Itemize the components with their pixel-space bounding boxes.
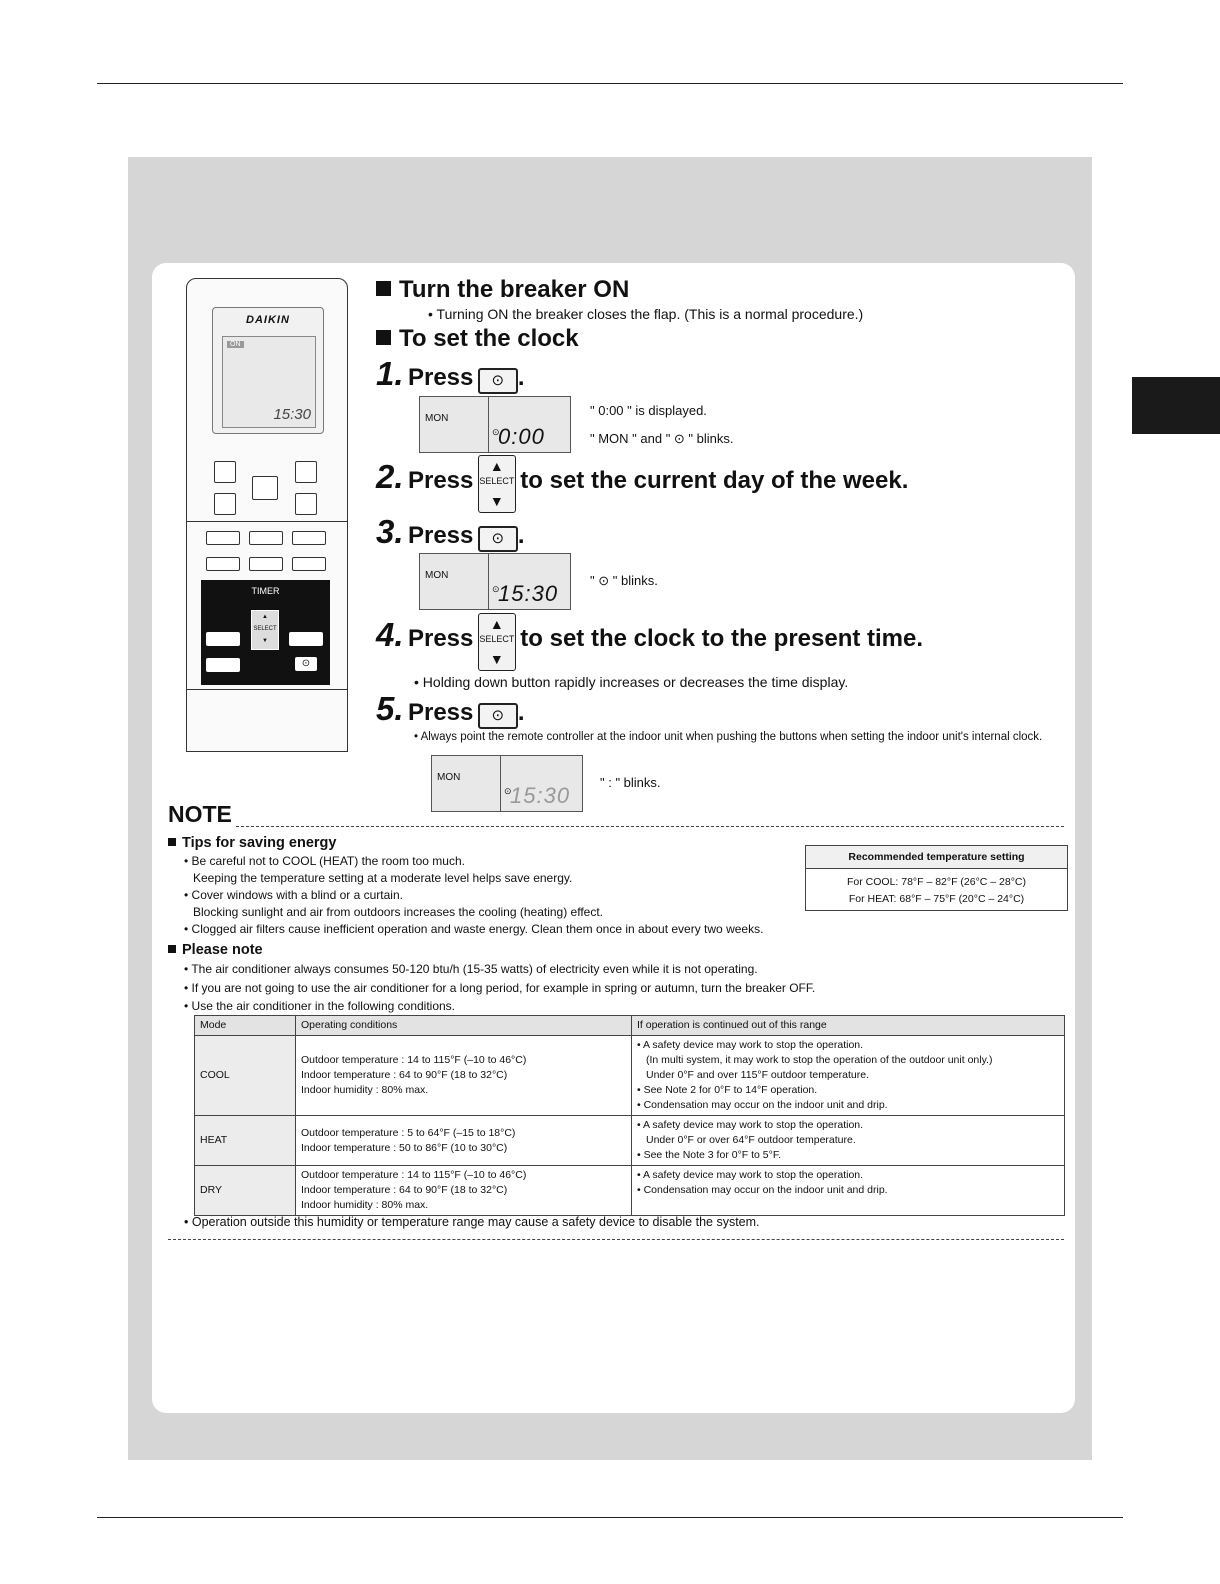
step-4-note: • Holding down button rapidly increases or decreases the time display. [414, 674, 849, 690]
remote-time: 15:30 [273, 406, 311, 423]
remote-button [206, 632, 240, 646]
footer-note: • Operation outside this humidity or temperature range may cause a safety device to disable the system. [184, 1215, 760, 1229]
section-tab [1132, 377, 1220, 434]
bottom-rule [97, 1517, 1123, 1518]
timer-panel [201, 580, 330, 685]
table-row: DRY Outdoor temperature : 14 to 115°F (–10 to 46°C) Indoor temperature : 64 to 90°F (18 to 32°C) Indoor humidity : 80% max. • A safety device may work to stop the operation. • Condensation may occur on the indoor unit and drip. [195, 1166, 1065, 1216]
select-button-icon: ▲ SELECT ▼ [478, 613, 516, 671]
remote-button [289, 632, 323, 646]
please-note-title: Please note [168, 942, 263, 958]
remote-button [292, 557, 326, 571]
daikin-logo: DAIKIN [246, 314, 290, 326]
note-divider [236, 826, 1064, 827]
remote-button [292, 531, 326, 545]
table-header-row: Mode Operating conditions If operation is continued out of this range [195, 1016, 1065, 1036]
remote-button [252, 476, 278, 500]
square-bullet-icon [376, 330, 391, 345]
remote-button [206, 557, 240, 571]
note-title: NOTE [168, 801, 232, 827]
step-1-note: " 0:00 " is displayed. [590, 403, 707, 418]
step-1: 1. Press ⊙ . [376, 355, 525, 392]
recommended-temp-box [805, 845, 1068, 911]
clock-icon: ⊙ [492, 584, 500, 594]
rec-cool: For COOL: 78°F – 82°F (26°C – 28°C) [846, 876, 1027, 888]
section-title-clock: To set the clock [376, 325, 579, 353]
remote-screen [212, 307, 324, 434]
square-bullet-icon [168, 945, 176, 953]
please-note-list: • The air conditioner always consumes 50-120 btu/h (15-35 watts) of electricity even while it is not operating. • If you are not going to use the air conditioner for a long period, for example in spring or autumn, turn the breaker OFF. • Use the air conditioner in the following conditions. [184, 962, 816, 1013]
clock-icon: ⊙ [504, 786, 512, 796]
remote-controller [186, 278, 348, 752]
remote-button [249, 531, 283, 545]
breaker-note: • Turning ON the breaker closes the flap. (This is a normal procedure.) [428, 306, 864, 322]
timer-label: TIMER [251, 586, 280, 596]
remote-button [206, 531, 240, 545]
table-row: COOL Outdoor temperature : 14 to 115°F (–10 to 46°C) Indoor temperature : 64 to 90°F (18 to 32°C) Indoor humidity : 80% max. • A safety device may work to stop the operation. (In multi system, it may work to stop the operation of the outdoor unit only.) Under 0°F and over 115°F outdoor temperature. • See Note 2 for 0°F to 14°F operation. • Condensation may occur on the indoor unit and drip. [195, 1036, 1065, 1116]
operating-conditions-table [194, 1015, 1065, 1216]
rec-heat: For HEAT: 68°F – 75°F (20°C – 24°C) [848, 893, 1025, 905]
step-5-display-note: " : " blinks. [600, 775, 661, 790]
step-4: 4. Press ▲ SELECT ▼ to set the clock to the present time. [376, 613, 923, 671]
top-rule [97, 83, 1123, 84]
remote-divider [187, 521, 347, 522]
lcd-display: MON ⊙ 15:30 [431, 755, 583, 812]
step-1-note: " MON " and " ⊙ " blinks. [590, 431, 734, 446]
step-2: 2. Press ▲ SELECT ▼ to set the current day of the week. [376, 455, 908, 513]
clock-button-icon: ⊙ [478, 703, 518, 729]
remote-select-button: ▲ SELECT ▼ [251, 610, 279, 650]
remote-button [249, 557, 283, 571]
square-bullet-icon [376, 281, 391, 296]
remote-clock-button: ⊙ [295, 657, 317, 671]
on-indicator: ON [227, 341, 244, 348]
step-5: 5. Press ⊙ . [376, 690, 525, 727]
rec-header: Recommended temperature setting [806, 846, 1067, 869]
step-5-note: • Always point the remote controller at the indoor unit when pushing the buttons when setting the indoor unit's internal clock. [414, 731, 1043, 743]
table-row: HEAT Outdoor temperature : 5 to 64°F (–15 to 18°C) Indoor temperature : 50 to 86°F (10 to 30°C) • A safety device may work to stop the operation. Under 0°F or over 64°F outdoor temperature. • See the Note 3 for 0°F to 5°F. [195, 1116, 1065, 1166]
clock-icon: ⊙ [492, 427, 500, 437]
note-bottom-divider [168, 1239, 1064, 1240]
step-3: 3. Press ⊙ . [376, 513, 525, 550]
remote-button [214, 493, 236, 515]
remote-bottom [187, 689, 347, 752]
remote-lcd [222, 336, 316, 428]
remote-button [295, 461, 317, 483]
select-button-icon: ▲ SELECT ▼ [478, 455, 516, 513]
remote-button [214, 461, 236, 483]
tips-title: Tips for saving energy [168, 835, 336, 851]
clock-button-icon: ⊙ [478, 368, 518, 394]
lcd-display: MON ⊙ 15:30 [419, 553, 571, 610]
remote-button [206, 658, 240, 672]
clock-button-icon: ⊙ [478, 526, 518, 552]
remote-button [295, 493, 317, 515]
step-3-note: " ⊙ " blinks. [590, 573, 658, 588]
section-title-breaker: Turn the breaker ON [376, 276, 629, 304]
tips-list: • Be careful not to COOL (HEAT) the room too much. Keeping the temperature setting at a moderate level helps save energy. • Cover windows with a blind or a curtain. Blocking sunlight and air from outdoors increases the cooling (heating) effect. • Clogged air filters cause inefficient operation and waste energy. Clean them once in about every two weeks. [184, 854, 764, 936]
square-bullet-icon [168, 838, 176, 846]
lcd-display: MON ⊙ 0:00 [419, 396, 571, 453]
